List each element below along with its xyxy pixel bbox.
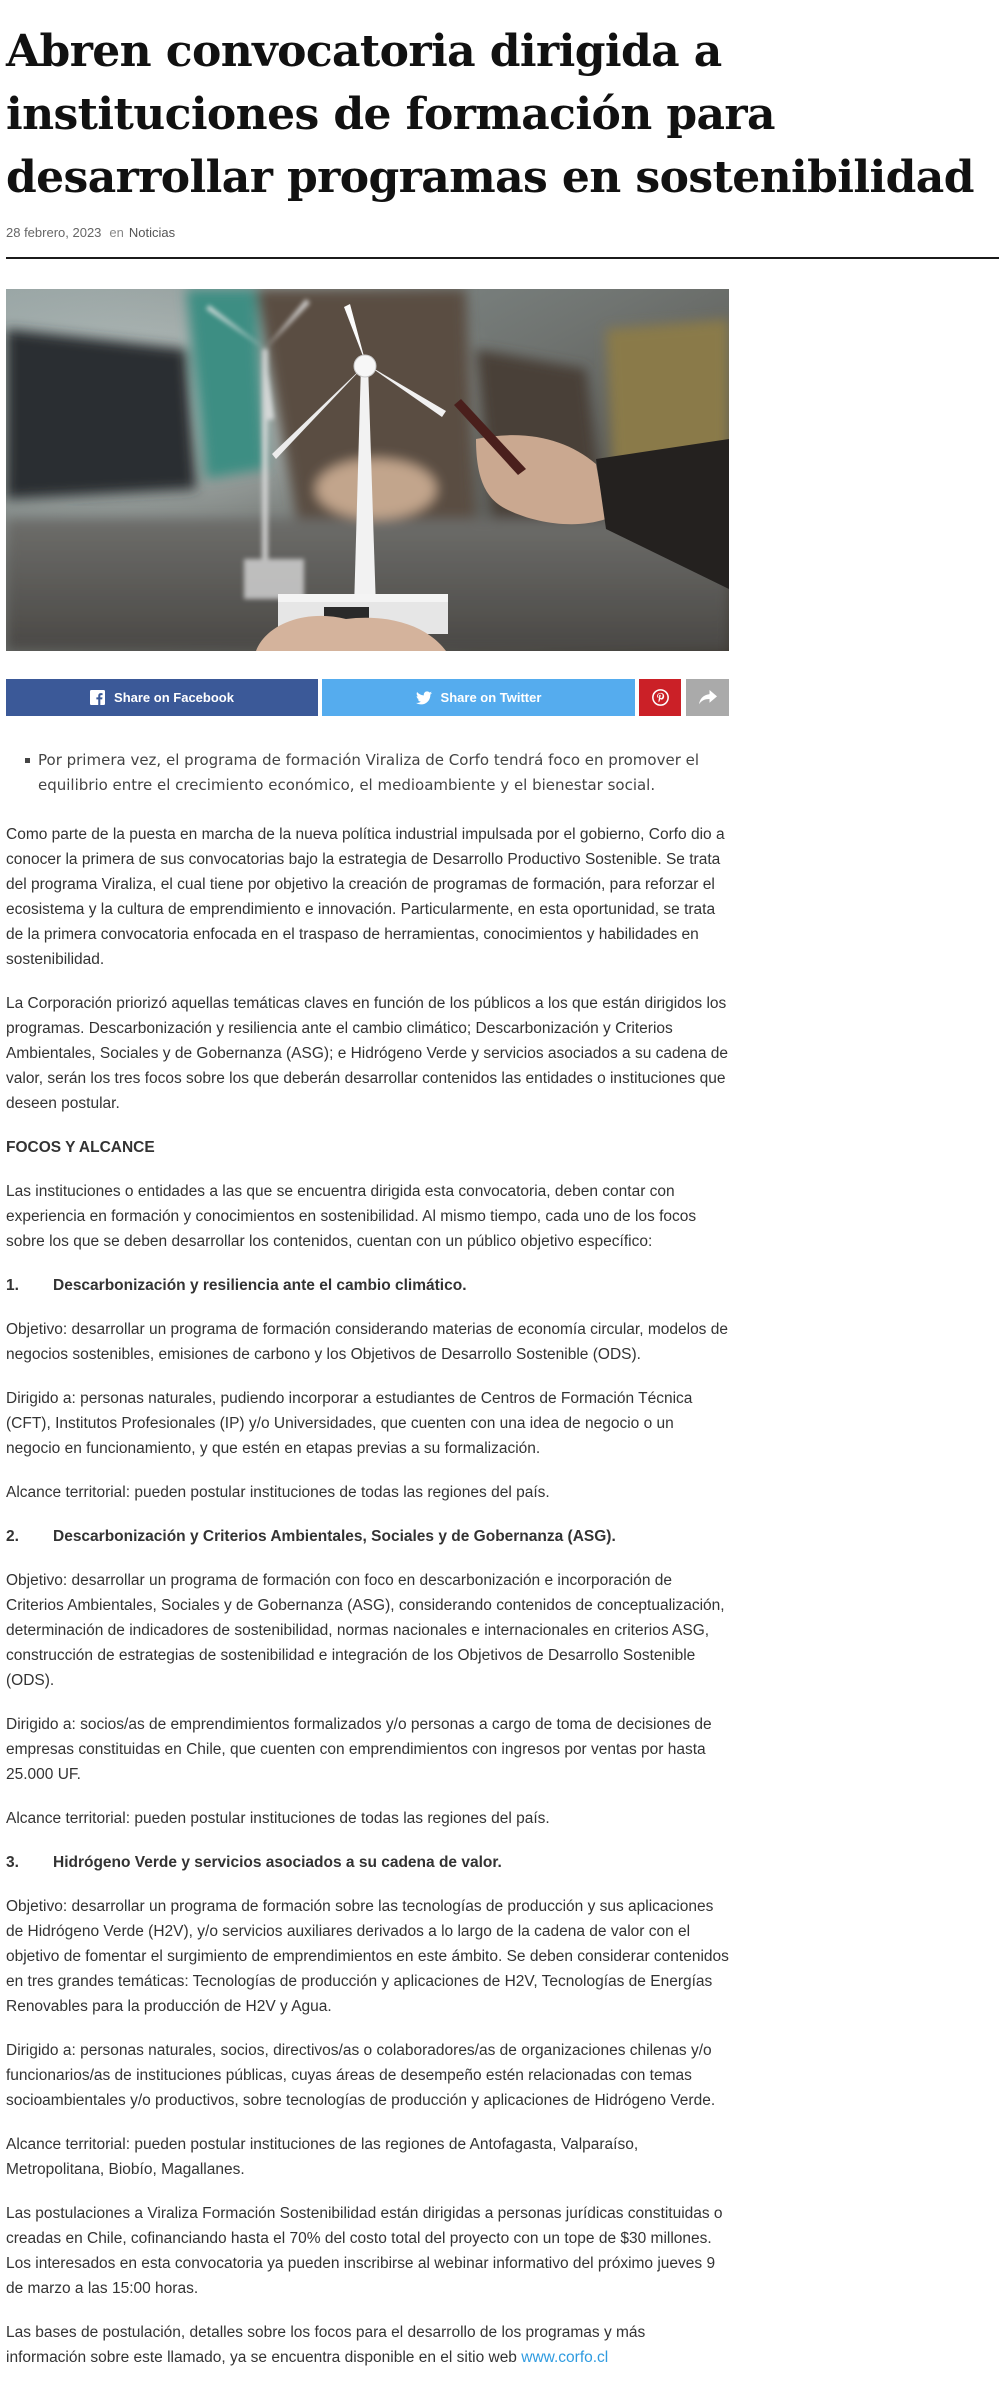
focus-alcance: Alcance territorial: pueden postular instituciones de todas las regiones del país. xyxy=(6,1810,550,1827)
title-divider xyxy=(6,257,999,259)
section-heading: FOCOS Y ALCANCE xyxy=(6,1139,155,1156)
facebook-icon xyxy=(90,690,105,705)
body-paragraph: Las instituciones o entidades a las que se encuentra dirigida esta convocatoria, deben contar con experiencia en formación y conocimientos en sostenibilidad. Al mismo tiempo, cada uno de los focos sobre los que se deben desarrollar los contenidos, cuentan con un público objetivo específico: xyxy=(6,1183,697,1250)
share-facebook-button[interactable] xyxy=(6,679,318,716)
focus-dirigido: Dirigido a: personas naturales, pudiendo incorporar a estudiantes de Centros de Formación Técnica (CFT), Institutos Profesionales (IP) y/o Universidades, que cuenten con una idea de negocio o un negocio en funcionamiento, y que estén en etapas previas a su formalización. xyxy=(6,1390,693,1457)
share-twitter-button[interactable] xyxy=(322,679,635,716)
lead-bullet-item xyxy=(38,748,718,798)
final-text: Las bases de postulación, detalles sobre los focos para el desarrollo de los programas y más información sobre este llamado, ya se encuentra disponible en el sitio web xyxy=(6,2324,646,2366)
lead-text: Por primera vez, el programa de formación Viraliza de Corfo tendrá foco en promover el equilibrio entre el crecimiento económico, el medioambiente y el bienestar social. xyxy=(38,751,700,794)
twitter-icon xyxy=(416,691,432,705)
focus-heading xyxy=(6,1850,729,1875)
share-twitter-label: Share on Twitter xyxy=(440,690,542,705)
article-meta xyxy=(6,225,175,240)
focus-title: Descarbonización y Criterios Ambientales, Sociales y de Gobernanza (ASG). xyxy=(53,1528,616,1545)
focus-number: 1. xyxy=(6,1277,19,1294)
focus-objetivo: Objetivo: desarrollar un programa de formación con foco en descarbonización e incorporación de Criterios Ambientales, Sociales y de Gobernanza (ASG), considerando contenidos de conceptualización, determinación de indicadores de sostenibilidad, normas nacionales e internacionales en criterios ASG, construcción de estrategias de sostenibilidad e integración de los Objetivos de Desarrollo Sostenible (ODS). xyxy=(6,1572,725,1689)
body-paragraph: La Corporación priorizó aquellas temáticas claves en función de los públicos a los que están dirigidos los programas. Descarbonización y resiliencia ante el cambio climático; Descarbonización y Criterios Ambientales, Sociales y de Gobernanza (ASG); e Hidrógeno Verde y servicios asociados a su cadena de valor, serán los tres focos sobre los que deberán desarrollar contenidos las entidades o instituciones que deseen postular. xyxy=(6,995,729,1112)
share-arrow-icon xyxy=(699,690,717,705)
focus-objetivo: Objetivo: desarrollar un programa de formación considerando materias de economía circular, modelos de negocios sostenibles, emisiones de carbono y los Objetivos de Desarrollo Sostenible (ODS). xyxy=(6,1321,728,1363)
focus-title: Hidrógeno Verde y servicios asociados a su cadena de valor. xyxy=(53,1854,502,1871)
share-more-button[interactable] xyxy=(686,679,729,716)
body-paragraph-final xyxy=(6,2320,729,2370)
share-pinterest-button[interactable] xyxy=(639,679,681,716)
bullet-marker xyxy=(25,758,30,763)
article-title: Abren convocatoria dirigida a instituciones de formación para desarrollar programas en sostenibilidad xyxy=(6,26,974,203)
focus-heading xyxy=(6,1524,729,1549)
focus-dirigido: Dirigido a: socios/as de emprendimientos formalizados y/o personas a cargo de toma de decisiones de empresas constituidas en Chile, que cuenten con emprendimientos con ingresos por ventas por hasta 25.000 UF. xyxy=(6,1716,712,1783)
pinterest-icon xyxy=(652,689,669,706)
focus-heading xyxy=(6,1273,729,1298)
corfo-link[interactable]: www.corfo.cl xyxy=(521,2349,609,2366)
focus-number: 2. xyxy=(6,1528,19,1545)
focus-dirigido: Dirigido a: personas naturales, socios, directivos/as o colaboradores/as de organizaciones chilenas y/o funcionarios/as de instituciones públicas, cuyas áreas de desempeño estén relacionadas con temas socioambientales y/o productivos, sobre tecnologías de producción y aplicaciones de Hidrógeno Verde. xyxy=(6,2042,716,2109)
focus-alcance: Alcance territorial: pueden postular instituciones de todas las regiones del país. xyxy=(6,1484,550,1501)
body-paragraph: Como parte de la puesta en marcha de la nueva política industrial impulsada por el gobierno, Corfo dio a conocer la primera de sus convocatorias bajo la estrategia de Desarrollo Productivo Sostenible. Se trata del programa Viraliza, el cual tiene por objetivo la creación de programas de formación, para reforzar el ecosistema y la cultura de emprendimiento e innovación. Particularmente, en esta oportunidad, se trata de la primera convocatoria enfocada en el traspaso de herramientas, conocimientos y habilidades en sostenibilidad. xyxy=(6,826,725,968)
focus-objetivo: Objetivo: desarrollar un programa de formación sobre las tecnologías de producción y sus aplicaciones de Hidrógeno Verde (H2V), y/o servicios auxiliares derivados a lo largo de la cadena de valor con el objetivo de fomentar el surgimiento de emprendimientos en este ámbito. Se deben considerar contenidos en tres grandes temáticas: Tecnologías de producción y aplicaciones de H2V, Tecnologías de Energías Renovables para la producción de H2V y Agua. xyxy=(6,1898,729,2015)
focus-alcance: Alcance territorial: pueden postular instituciones de las regiones de Antofagasta, Valparaíso, Metropolitana, Biobío, Magallanes. xyxy=(6,2136,639,2178)
focus-title: Descarbonización y resiliencia ante el cambio climático. xyxy=(53,1277,467,1294)
category-prefix: en xyxy=(109,225,124,240)
body-paragraph: Las postulaciones a Viraliza Formación Sostenibilidad están dirigidas a personas jurídicas constituidas o creadas en Chile, cofinanciando hasta el 70% del costo total del proyecto con un tope de $30 millones. Los interesados en esta convocatoria ya pueden inscribirse al webinar informativo del próximo jueves 9 de marzo a las 15:00 horas. xyxy=(6,2205,723,2297)
article-body xyxy=(6,822,729,2389)
hero-image xyxy=(6,289,729,651)
category-link[interactable]: Noticias xyxy=(128,225,176,240)
focus-number: 3. xyxy=(6,1854,19,1871)
article-date: 28 febrero, 2023 xyxy=(6,225,102,240)
share-facebook-label: Share on Facebook xyxy=(114,690,234,705)
